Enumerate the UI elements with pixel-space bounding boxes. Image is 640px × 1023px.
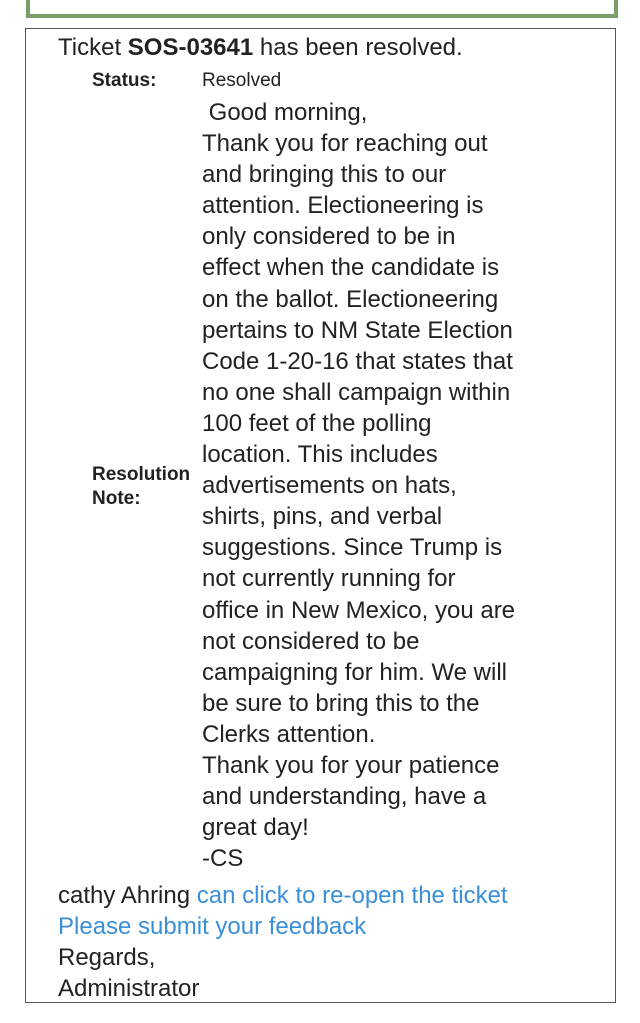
status-value: Resolved (202, 70, 282, 91)
note-line: location. This includes (202, 441, 438, 469)
status-label: Status: (92, 70, 157, 91)
note-line: shirts, pins, and verbal (202, 503, 443, 531)
reopen-row (58, 880, 508, 911)
note-line: be sure to bring this to the (202, 689, 480, 717)
ticket-id: SOS-03641 (127, 34, 254, 61)
previous-message-box (26, 0, 618, 18)
note-line: on the ballot. Electioneering (202, 285, 499, 313)
ticket-resolution-panel (25, 28, 616, 1003)
note-line: Clerks attention. (202, 720, 376, 748)
note-line: attention. Electioneering is (202, 192, 484, 220)
note-line: great day! (202, 814, 309, 842)
note-line: advertisements on hats, (202, 472, 457, 500)
note-line: office in New Mexico, you are (202, 596, 516, 624)
note-line: only considered to be in (202, 223, 456, 251)
user-name: cathy Ahring (58, 882, 191, 909)
note-line: Thank you for reaching out (202, 130, 488, 158)
note-line: 100 feet of the polling (202, 409, 432, 437)
note-line: not considered to be (202, 627, 420, 655)
ticket-footer (58, 880, 508, 1004)
note-line: no one shall campaign within (202, 378, 511, 406)
note-line: suggestions. Since Trump is (202, 534, 503, 562)
submit-feedback-link[interactable]: Please submit your feedback (58, 913, 367, 940)
note-line: not currently running for (202, 565, 456, 593)
ticket-suffix: has been resolved. (259, 34, 463, 61)
note-line: and bringing this to our (202, 161, 447, 189)
resolution-note-text (202, 97, 602, 874)
note-line: effect when the candidate is (202, 254, 500, 282)
regards-text: Regards, (58, 944, 156, 971)
note-line: and understanding, have a (202, 783, 487, 811)
note-line: -CS (202, 845, 244, 873)
note-line: Code 1-20-16 that states that (202, 347, 513, 375)
ticket-prefix: Ticket (58, 34, 122, 61)
signature-text: Administrator (58, 975, 200, 1002)
resolution-note-label: Resolution Note: (92, 464, 191, 509)
note-line: campaigning for him. We will (202, 658, 508, 686)
reopen-ticket-link[interactable]: can click to re-open the ticket (196, 882, 508, 909)
ticket-headline (58, 33, 463, 63)
note-line: pertains to NM State Election (202, 316, 513, 344)
note-line: Good morning, (202, 99, 368, 126)
note-line: Thank you for your patience (202, 751, 500, 779)
